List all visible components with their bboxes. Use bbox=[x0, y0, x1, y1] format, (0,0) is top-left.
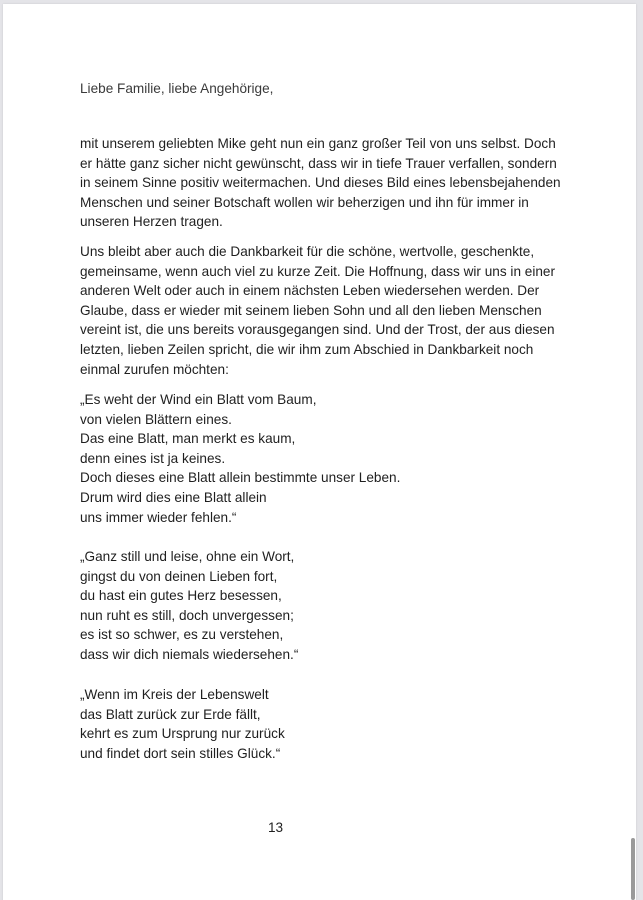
text-line: mit unserem geliebten Mike geht nun ein ganz großer Teil von uns selbst. Doch bbox=[80, 136, 556, 151]
poem-line: dass wir dich niemals wiedersehen.“ bbox=[80, 646, 299, 662]
poem-stanza bbox=[80, 390, 400, 527]
text-line: letzten, lieben Zeilen spricht, die wir ihm zum Abschied in Dankbarkeit noch bbox=[80, 341, 534, 357]
text-line: einmal zurufen möchten: bbox=[80, 361, 229, 377]
paragraph bbox=[80, 134, 561, 232]
text-line: in seinem Sinne positiv weitermachen. Und dieses Bild eines lebensbejahenden bbox=[80, 175, 561, 191]
document-page bbox=[3, 4, 636, 900]
page-number: 13 bbox=[268, 820, 284, 835]
poem-line: und findet dort sein stilles Glück.“ bbox=[80, 745, 281, 761]
poem-line: „Wenn im Kreis der Lebenswelt bbox=[80, 687, 269, 702]
poem-line: „Ganz still und leise, ohne ein Wort, bbox=[80, 549, 295, 564]
text-line: Glaube, dass er wieder mit seinem lieben Sohn und all den lieben Menschen bbox=[80, 302, 542, 318]
scrollbar-thumb[interactable] bbox=[631, 838, 635, 900]
text-line: er hätte ganz sicher nicht gewünscht, dass wir in tiefe Trauer verfallen, sondern bbox=[80, 155, 557, 171]
text-line: Menschen und seiner Botschaft wollen wir beherzigen und ihn für immer in bbox=[80, 194, 529, 210]
poem-line: es ist so schwer, es zu verstehen, bbox=[80, 627, 284, 643]
text-line: anderen Welt oder auch in einem nächsten Leben wiedersehen werden. Der bbox=[80, 283, 540, 299]
poem-line: von vielen Blättern eines. bbox=[80, 411, 232, 427]
poem-line: Drum wird dies eine Blatt allein bbox=[80, 489, 267, 505]
text-line: unseren Herzen tragen. bbox=[80, 214, 223, 230]
paragraph bbox=[80, 242, 555, 379]
poem-line: Das eine Blatt, man merkt es kaum, bbox=[80, 431, 296, 447]
poem-line: du hast ein gutes Herz besessen, bbox=[80, 588, 282, 604]
text-line: vereint ist, die uns bereits vorausgegangen sind. Und der Trost, der aus diesen bbox=[80, 322, 555, 338]
poem-line: das Blatt zurück zur Erde fällt, bbox=[80, 706, 261, 722]
poem-line: „Es weht der Wind ein Blatt vom Baum, bbox=[80, 392, 317, 407]
greeting: Liebe Familie, liebe Angehörige, bbox=[80, 81, 274, 96]
vertical-scrollbar[interactable] bbox=[633, 0, 643, 900]
text-line: gemeinsame, wenn auch viel zu kurze Zeit. Die Hoffnung, dass wir uns in einer bbox=[80, 263, 556, 279]
poem-line: Doch dieses eine Blatt allein bestimmte unser Leben. bbox=[80, 470, 401, 486]
poem-line: denn eines ist ja keines. bbox=[80, 450, 226, 466]
poem-line: nun ruht es still, doch unvergessen; bbox=[80, 607, 294, 623]
poem-stanza bbox=[80, 547, 298, 665]
poem-line: uns immer wieder fehlen.“ bbox=[80, 509, 237, 525]
poem-line: kehrt es zum Ursprung nur zurück bbox=[80, 726, 285, 742]
poem-stanza bbox=[80, 685, 285, 763]
poem-line: gingst du von deinen Lieben fort, bbox=[80, 568, 278, 584]
text-line: Uns bleibt aber auch die Dankbarkeit für die schöne, wertvolle, geschenkte, bbox=[80, 244, 535, 259]
